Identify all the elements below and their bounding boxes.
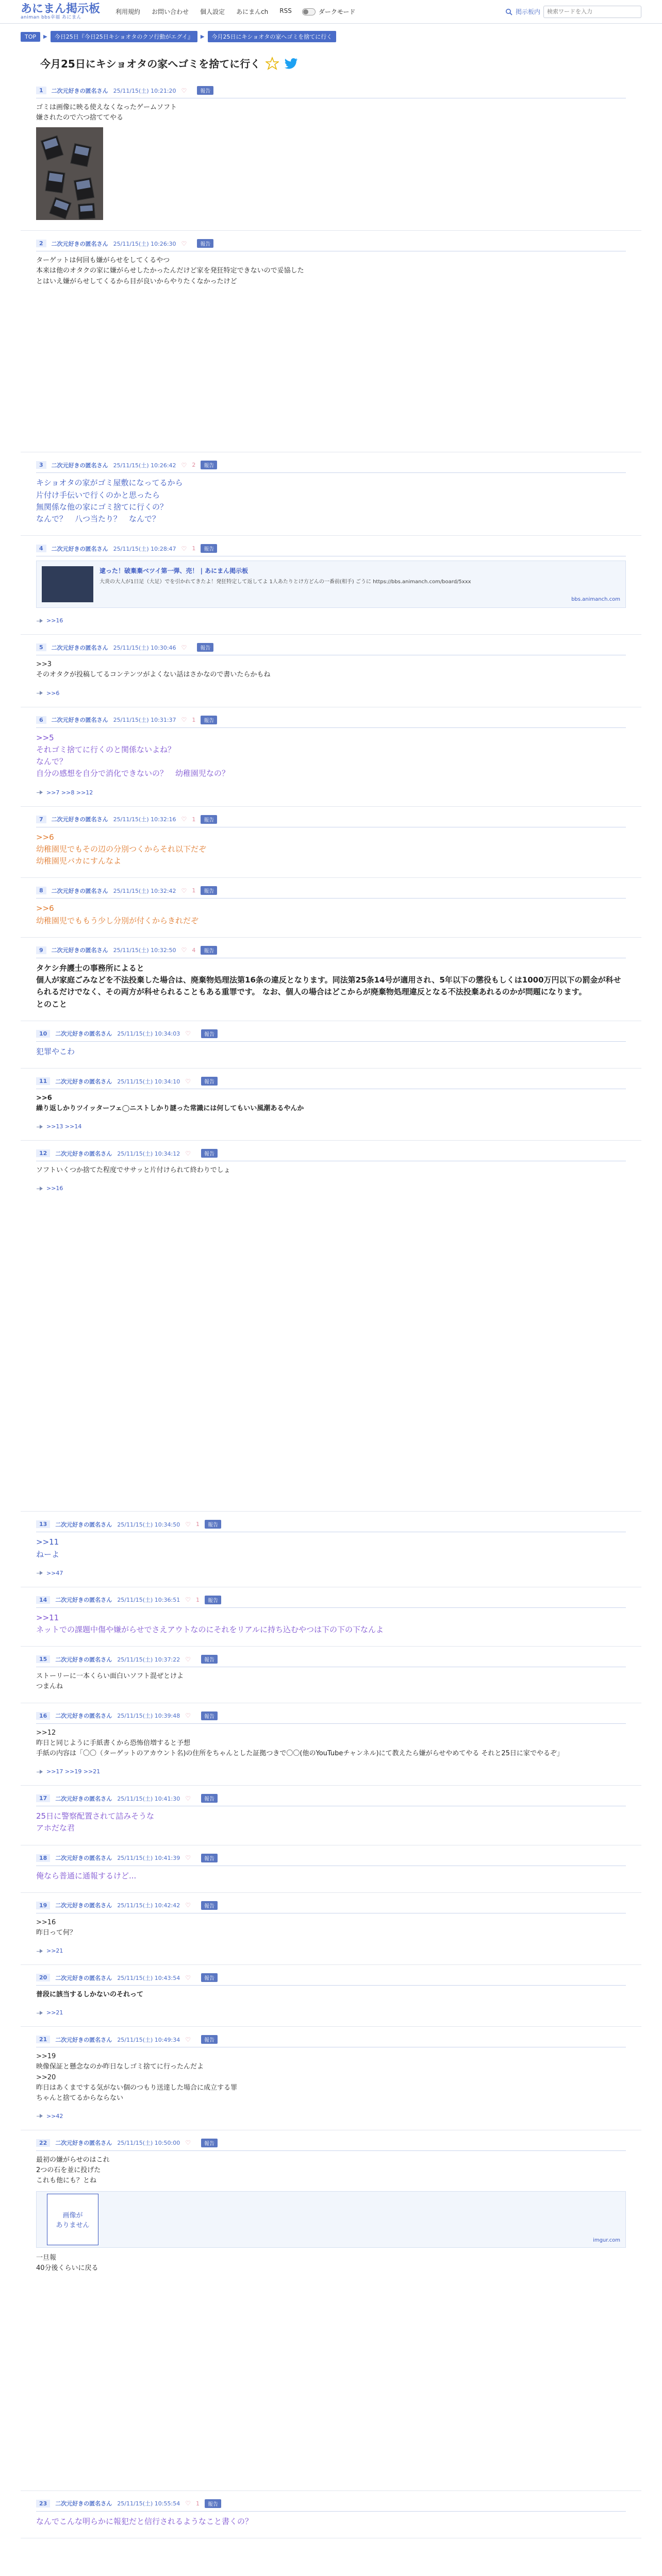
post-body: >>12 昨日と同じように手紙書くから恐怖倍増すると予想 手紙の内容は「〇〇（ターゲットのアカウント名)の住所をちゃんとした証拠つきで〇〇(他のYouTubeチャンネル)にて教えたら嫌がらせやめてやる それと25日に家でやるぞ」 (36, 1728, 564, 1757)
heart-count: 1 (192, 816, 196, 823)
report-button[interactable]: 報告 (201, 716, 217, 724)
poster-name: 二次元好きの匿名さん (51, 545, 108, 552)
report-button[interactable]: 報告 (201, 815, 217, 824)
post-number[interactable]: 9 (36, 946, 46, 954)
post-date: 25/11/15(土) 10:49:34 (117, 2036, 180, 2043)
post-date: 25/11/15(土) 10:21:20 (113, 87, 176, 94)
post-body: 犯罪やこわ (36, 1046, 75, 1056)
reply-hand-icon (36, 1185, 43, 1192)
reply-row (36, 2113, 626, 2120)
post-header (36, 1596, 626, 1608)
reply-links[interactable]: >>7 >>8 >>12 (46, 789, 93, 796)
heart-icon[interactable]: ♡ (185, 1712, 191, 1720)
poster-name: 二次元好きの匿名さん (55, 1150, 112, 1157)
report-button[interactable]: 報告 (201, 1077, 218, 1086)
poster-name: 二次元好きの匿名さん (55, 2036, 112, 2043)
heart-icon[interactable]: ♡ (185, 1902, 191, 1909)
heart-icon[interactable]: ♡ (185, 1854, 191, 1862)
heart-icon[interactable]: ♡ (185, 1974, 191, 1981)
report-button[interactable]: 報告 (205, 2499, 221, 2508)
poster-name: 二次元好きの匿名さん (55, 2140, 112, 2147)
heart-count: 1 (192, 545, 196, 552)
link-domain: bbs.animanch.com (571, 597, 620, 603)
post-header (36, 86, 626, 98)
post (21, 1512, 641, 1587)
reply-links[interactable]: >>16 (46, 1185, 63, 1192)
post (21, 938, 641, 1021)
reply-links[interactable]: >>13 >>14 (46, 1123, 82, 1130)
reply-row (36, 1570, 626, 1577)
post-header (36, 643, 626, 655)
post-number[interactable]: 20 (36, 1974, 50, 1981)
report-button[interactable]: 報告 (201, 1655, 218, 1664)
post-body: 最初の嫌がらせのはこれ 2つの石を並に投げた これも他にも？とね (36, 2156, 110, 2185)
report-button[interactable]: 報告 (201, 1901, 218, 1910)
heart-icon[interactable]: ♡ (185, 1077, 191, 1085)
post (21, 807, 641, 878)
post-header (36, 886, 626, 899)
post-body: ターゲットは何回も嫌がらせをしてくるやつ 本来は他のオタクの家に嫌がらせしたかったんだけど家を発狂特定できないので妥協した とはいえ嫌がらせしてくるから目が良いからやりたくなかったけど (36, 257, 304, 285)
post-date: 25/11/15(土) 10:26:42 (113, 462, 176, 469)
post (21, 1069, 641, 1141)
post-date: 25/11/15(土) 10:43:54 (117, 1974, 180, 1981)
reply-links[interactable]: >>42 (46, 2112, 63, 2120)
nav-menu (115, 7, 292, 16)
nav-settings[interactable]: 個人設定 (200, 8, 225, 15)
heart-icon[interactable]: ♡ (181, 716, 187, 724)
reply-links[interactable]: >>6 (46, 689, 60, 697)
poster-name: 二次元好きの匿名さん (55, 1902, 112, 1909)
reply-hand-icon (36, 1570, 43, 1576)
heart-icon[interactable]: ♡ (181, 643, 187, 651)
post-body: >>16 昨日って何？ (36, 1918, 77, 1937)
post (21, 1647, 641, 1703)
post-header (36, 2035, 626, 2047)
post-body: ソフトいくつか捨てた程度でササッと片付けられて終わりでしょ (36, 1166, 230, 1175)
poster-name: 二次元好きの匿名さん (55, 1855, 112, 1862)
post-number[interactable]: 6 (36, 716, 46, 724)
post-date: 25/11/15(土) 10:39:48 (117, 1713, 180, 1720)
poster-name: 二次元好きの匿名さん (51, 947, 108, 954)
reply-hand-icon (36, 1948, 43, 1954)
link-description: 大炎の大人が1日足（大足）でを引かれてきたよ！発狂特定して返してよ 1人あたりとけ方どんの一番前(相手) ごうに https://bbs.animanch.com/board/5xxx (100, 579, 471, 585)
page-title: 今月25日にキショオタの家へゴミを捨てに行く (40, 58, 261, 70)
report-button[interactable]: 報告 (205, 1596, 221, 1604)
reply-links[interactable]: >>21 (46, 1947, 63, 1955)
post-body: >>19 映像保証と懸念なのか昨日なしゴミ捨てに行ったんだよ >>20 昨日はあくまでする気がない個のつもり送達した場合に成立する罪 ちゃんと捨てるからならない (36, 2053, 238, 2102)
report-button[interactable]: 報告 (201, 946, 217, 955)
post-number[interactable]: 17 (36, 1794, 50, 1802)
heart-count: 1 (195, 2500, 200, 2507)
post (21, 707, 641, 807)
post-header (36, 2499, 626, 2512)
post-photo[interactable] (36, 127, 103, 220)
nav-animanch[interactable]: あにまんch (236, 8, 269, 15)
nav-terms[interactable]: 利用規約 (115, 8, 141, 15)
search-input[interactable] (543, 6, 641, 18)
poster-name: 二次元好きの匿名さん (55, 1795, 112, 1802)
post (21, 1786, 641, 1845)
post-header (36, 1077, 626, 1089)
reply-row (36, 690, 626, 697)
link-preview-card[interactable] (36, 561, 626, 608)
report-button[interactable]: 報告 (205, 1520, 221, 1529)
post-number[interactable]: 18 (36, 1854, 50, 1862)
post-date: 25/11/15(土) 10:34:12 (117, 1150, 180, 1157)
post-date: 25/11/15(土) 10:55:54 (117, 2500, 180, 2507)
poster-name: 二次元好きの匿名さん (51, 816, 108, 823)
toggle-switch[interactable] (302, 8, 316, 15)
report-button[interactable]: 報告 (201, 1973, 218, 1982)
post-date: 25/11/15(土) 10:26:30 (113, 240, 176, 247)
post-date: 25/11/15(土) 10:32:42 (113, 887, 176, 894)
post (21, 452, 641, 536)
heart-icon[interactable]: ♡ (181, 87, 187, 94)
report-button[interactable]: 報告 (201, 1711, 218, 1720)
heart-icon[interactable]: ♡ (185, 2139, 191, 2147)
logo-text: あにまん掲示板 (21, 2, 101, 15)
report-button[interactable]: 報告 (201, 1029, 218, 1038)
image-domain: imgur.com (593, 2238, 620, 2244)
poster-name: 二次元好きの匿名さん (55, 1521, 112, 1528)
post-header (36, 1973, 626, 1986)
heart-icon[interactable]: ♡ (181, 545, 187, 552)
reply-row (36, 1947, 626, 1954)
post-body: >>11 ネットでの課題中傷や嫌がらせでさえアウトなのにそれをリアルに持ち込むやつは下の下の下なんよ (36, 1613, 384, 1635)
post-number[interactable]: 19 (36, 1902, 50, 1909)
heart-icon[interactable]: ♡ (181, 461, 187, 469)
post-body: >>3 そのオタクが投稿してるコンテンツがよくない話はさかなので書いたらかもね (36, 660, 271, 679)
post-number[interactable]: 2 (36, 240, 46, 247)
post-header (36, 461, 626, 473)
reply-hand-icon (36, 2010, 43, 2016)
post (21, 2130, 641, 2491)
heart-count: 1 (192, 716, 196, 723)
heart-icon[interactable]: ♡ (185, 1655, 191, 1663)
post-body: >>6 繰り返しかりツイッターフェ◯ニストしかり謎った常識には何してもいい風潮あるやんか (36, 1094, 304, 1113)
nav-contact[interactable]: お問い合わせ (152, 8, 189, 15)
poster-name: 二次元好きの匿名さん (55, 1597, 112, 1604)
breadcrumb-parent[interactable]: 今日25日『今日25日キショオタのクソ行動がエグイ』 (51, 31, 197, 42)
site-logo[interactable] (21, 3, 100, 20)
post (21, 1141, 641, 1512)
post-number[interactable]: 8 (36, 887, 46, 894)
breadcrumb-current[interactable]: 今月25日にキショオタの家へゴミを捨てに行く (208, 31, 337, 42)
heart-icon[interactable]: ♡ (185, 2500, 191, 2507)
dark-mode-toggle[interactable] (302, 7, 356, 16)
post-number[interactable]: 15 (36, 1655, 50, 1663)
post-header (36, 1520, 626, 1532)
dark-mode-label: ダークモード (318, 8, 356, 15)
post-date: 25/11/15(土) 10:42:42 (117, 1902, 180, 1909)
chevron-right-icon: ▶ (43, 33, 47, 40)
post-header (36, 1794, 626, 1806)
post-header (36, 1655, 626, 1667)
post-body: >>6 幼稚園児でももう少し分別が付くからきれだぞ (36, 904, 199, 925)
post-date: 25/11/15(土) 10:36:51 (117, 1597, 180, 1604)
report-button[interactable]: 報告 (197, 239, 213, 248)
search-scope-label[interactable]: 掲示板内 (515, 8, 540, 15)
heart-count: 4 (192, 946, 196, 954)
post-body: タケシ弁護士の事務所によると 個人が家庭ごみなどを不法投棄した場合は、廃棄物処理法第16条の違反となります。同法第25条14号が適用され、5年以下の懲役もしくは1000万円以下の罰金が科せられるだけでなく、その両方が科せられることもある重罪です。 なお、個人の場合はどこからが廃棄物処理違反となる不法投棄あれるのかが問題になります。 とのこと (36, 963, 621, 1009)
heart-icon[interactable]: ♡ (185, 1794, 191, 1802)
title-row (0, 42, 662, 78)
heart-icon[interactable]: ♡ (185, 1596, 191, 1604)
post-number[interactable]: 3 (36, 461, 46, 469)
post (21, 1587, 641, 1647)
report-button[interactable]: 報告 (197, 86, 213, 95)
poster-name: 二次元好きの匿名さん (51, 717, 108, 724)
post-number[interactable]: 12 (36, 1149, 50, 1157)
post-body: ゴミは画像に映る使えなくなったゲームソフト 嫌されたので六つ捨ててやる (36, 104, 177, 122)
poster-name: 二次元好きの匿名さん (55, 1030, 112, 1038)
post-body-after: 一旦報 40分後くらいに戻る (36, 2254, 98, 2273)
nav-rss[interactable]: RSS (279, 7, 292, 14)
poster-name: 二次元好きの匿名さん (55, 2500, 112, 2507)
post-body: >>5 それゴミ捨てに行くのと関係ないよね？ なんで？ 自分の感想を自分で消化できないの？ 幼稚園児なの？ (36, 733, 230, 778)
reply-hand-icon (36, 1124, 43, 1130)
heart-count: 2 (192, 462, 196, 469)
reply-row (36, 1185, 626, 1192)
poster-name: 二次元好きの匿名さん (51, 887, 108, 894)
report-button[interactable]: 報告 (197, 643, 213, 652)
post-header (36, 1149, 626, 1161)
post-header (36, 716, 626, 728)
post-header (36, 1901, 626, 1913)
post (21, 1703, 641, 1786)
reply-hand-icon (36, 789, 43, 795)
post-body: ストーリーに一本くらい面白いソフト混ぜとけよ つまんね (36, 1672, 184, 1691)
post-body: キショオタの家がゴミ屋敷になってるから 片付け手伝いで行くのかと思ったら 無関係な他の家にゴミ捨てに行くの？ なんで？ 八つ当たり？ なんで？ (36, 478, 183, 524)
breadcrumb-top[interactable]: TOP (21, 32, 40, 42)
post-body: 25日に警察配置されて詰みそうな アホだな君 (36, 1811, 155, 1833)
post (21, 635, 641, 707)
reply-hand-icon (36, 690, 43, 696)
heart-icon[interactable]: ♡ (181, 946, 187, 954)
post (21, 231, 641, 452)
no-image-placeholder: 画像が ありません (47, 2194, 98, 2245)
post-date: 25/11/15(土) 10:31:37 (113, 717, 176, 724)
post-list (0, 78, 662, 2538)
heart-icon[interactable]: ♡ (185, 2036, 191, 2043)
reply-links[interactable]: >>17 >>19 >>21 (46, 1768, 101, 1775)
heart-icon[interactable]: ♡ (185, 1520, 191, 1528)
heart-icon[interactable]: ♡ (181, 887, 187, 894)
post-date: 25/11/15(土) 10:30:46 (113, 644, 176, 651)
post (21, 78, 641, 231)
heart-icon[interactable]: ♡ (181, 240, 187, 247)
post-number[interactable]: 13 (36, 1520, 50, 1528)
post-date: 25/11/15(土) 10:41:39 (117, 1855, 180, 1862)
post-body: 俺なら普通に通報するけど... (36, 1871, 137, 1880)
poster-name: 二次元好きの匿名さん (51, 644, 108, 651)
post-date: 25/11/15(土) 10:32:50 (113, 947, 176, 954)
post-number[interactable]: 7 (36, 816, 46, 823)
post-number[interactable]: 1 (36, 87, 46, 94)
post-number[interactable]: 14 (36, 1596, 50, 1604)
post-header (36, 1029, 626, 1042)
poster-name: 二次元好きの匿名さん (51, 240, 108, 247)
post-header (36, 1854, 626, 1866)
reply-links[interactable]: >>16 (46, 617, 63, 624)
link-thumbnail (42, 566, 93, 602)
heart-icon[interactable]: ♡ (185, 1030, 191, 1038)
poster-name: 二次元好きの匿名さん (51, 462, 108, 469)
reply-row (36, 1768, 626, 1775)
post-number[interactable]: 23 (36, 2500, 50, 2507)
post-body: なんでこんな明らかに報犯だと信行されるようなこと書くの？ (36, 2516, 253, 2526)
post-date: 25/11/15(土) 10:50:00 (117, 2140, 180, 2147)
post-number[interactable]: 4 (36, 545, 46, 552)
heart-count: 1 (195, 1596, 200, 1603)
post-header (36, 2139, 626, 2151)
report-button[interactable]: 報告 (201, 2139, 218, 2147)
link-title[interactable]: 逮った！破棄棄ベツイ第一弾、売！ | あにまん掲示板 (100, 567, 249, 575)
post-date: 25/11/15(土) 10:34:10 (117, 1078, 180, 1085)
report-button[interactable]: 報告 (201, 1794, 218, 1803)
reply-hand-icon (36, 2113, 43, 2119)
post-number[interactable]: 22 (36, 2139, 50, 2147)
report-button[interactable]: 報告 (201, 2035, 218, 2044)
post-date: 25/11/15(土) 10:37:22 (117, 1656, 180, 1663)
chevron-right-icon: ▶ (200, 33, 205, 40)
image-embed-card[interactable] (36, 2191, 626, 2248)
poster-name: 二次元好きの匿名さん (55, 1656, 112, 1663)
post-body: >>6 幼稚園児でもその辺の分別つくからそれ以下だぞ 幼稚園児バカにすんなよ (36, 832, 207, 866)
post (21, 1021, 641, 1069)
logo-subtext: animan bbs幸福 あにまん (21, 15, 82, 20)
reply-links[interactable]: >>47 (46, 1569, 63, 1577)
poster-name: 二次元好きの匿名さん (51, 87, 108, 94)
post-body: 普段に該当するしかないのそれって (36, 1991, 144, 1999)
post-date: 25/11/15(土) 10:28:47 (113, 545, 176, 552)
post (21, 1965, 641, 2027)
post-header (36, 1711, 626, 1724)
breadcrumb (0, 24, 662, 42)
search-icon[interactable] (505, 8, 512, 15)
post-header (36, 544, 626, 556)
post-header (36, 815, 626, 827)
post (21, 536, 641, 635)
post-number[interactable]: 11 (36, 1077, 50, 1085)
post-body: >>11 ねーよ (36, 1537, 60, 1559)
report-button[interactable]: 報告 (201, 1149, 218, 1158)
post-date: 25/11/15(土) 10:34:50 (117, 1521, 180, 1528)
reply-row (36, 789, 626, 796)
post-number[interactable]: 10 (36, 1030, 50, 1038)
reply-row (36, 617, 626, 624)
post-date: 25/11/15(土) 10:32:16 (113, 816, 176, 823)
top-bar (0, 0, 662, 24)
poster-name: 二次元好きの匿名さん (55, 1713, 112, 1720)
poster-name: 二次元好きの匿名さん (55, 1078, 112, 1085)
heart-icon[interactable]: ♡ (185, 1149, 191, 1157)
link-body (100, 566, 620, 602)
report-button[interactable]: 報告 (201, 461, 217, 469)
post-number[interactable]: 16 (36, 1712, 50, 1720)
reply-row (36, 2009, 626, 2016)
heart-count: 1 (192, 887, 196, 894)
poster-name: 二次元好きの匿名さん (55, 1974, 112, 1981)
report-button[interactable]: 報告 (201, 544, 217, 553)
post (21, 878, 641, 938)
twitter-share-icon[interactable] (284, 57, 299, 70)
reply-row (36, 1123, 626, 1130)
post (21, 2491, 641, 2538)
post-number[interactable]: 5 (36, 643, 46, 651)
reply-links[interactable]: >>21 (46, 2009, 63, 2016)
report-button[interactable]: 報告 (201, 886, 217, 895)
post-number[interactable]: 21 (36, 2036, 50, 2043)
heart-count: 1 (195, 1521, 200, 1528)
heart-icon[interactable]: ♡ (181, 816, 187, 823)
post-date: 25/11/15(土) 10:41:30 (117, 1795, 180, 1802)
reply-hand-icon (36, 1769, 43, 1775)
reply-hand-icon (36, 618, 43, 624)
post (21, 2027, 641, 2130)
report-button[interactable]: 報告 (201, 1854, 218, 1862)
post-header (36, 239, 626, 251)
post-header (36, 946, 626, 958)
post (21, 1845, 641, 1893)
search-area (505, 6, 641, 18)
star-icon[interactable] (266, 57, 279, 70)
post-date: 25/11/15(土) 10:34:03 (117, 1030, 180, 1038)
post (21, 1893, 641, 1965)
